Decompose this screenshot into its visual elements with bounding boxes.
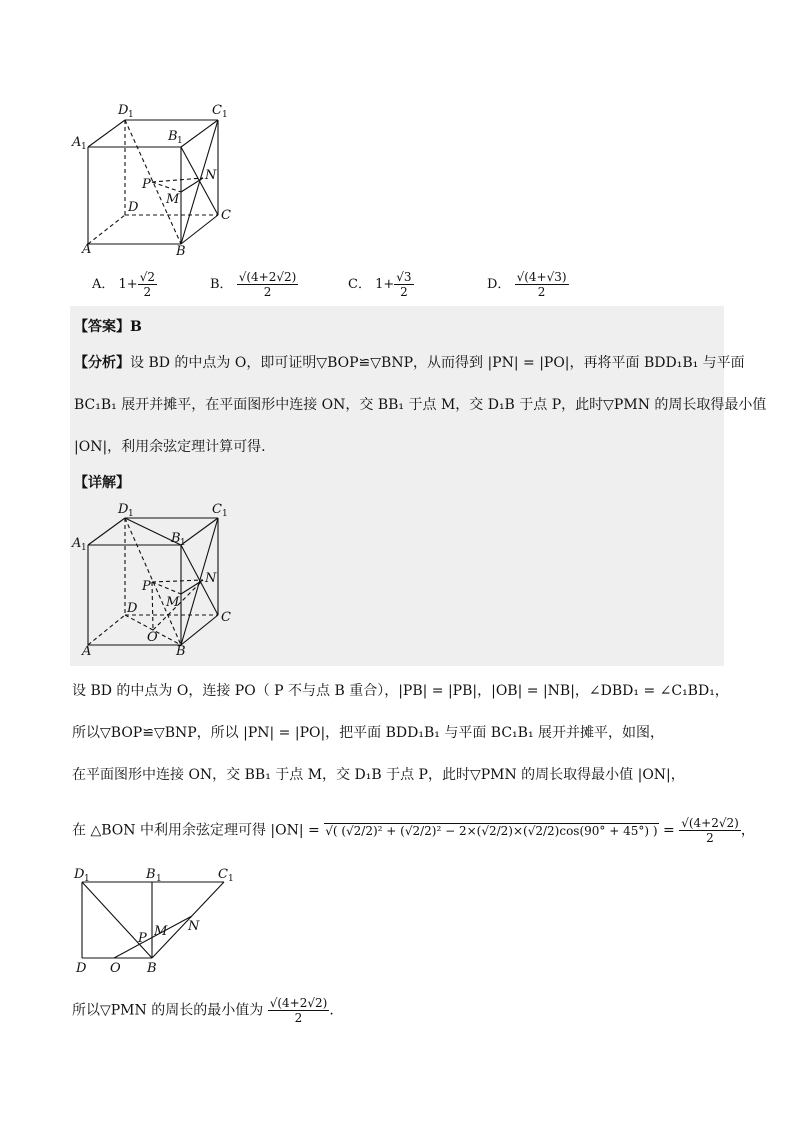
svg-text:1: 1: [81, 543, 87, 553]
label-p: P: [142, 579, 151, 594]
label-d: D: [128, 200, 139, 215]
label-o: O: [147, 630, 158, 645]
svg-text:1: 1: [228, 874, 234, 884]
detail-paragraph-1: 设 BD 的中点为 O，连接 PO（ P 不与点 B 重合），|PB| = |PB|，|OB| = |NB|，∠DBD₁ = ∠C₁BD₁，: [72, 683, 729, 699]
label-c: C: [221, 610, 231, 625]
option-c[interactable]: C． 1+ $\frac{√3}{2}$: [348, 270, 412, 299]
label-d: D: [76, 961, 87, 976]
detail-heading: 【详解】: [74, 475, 130, 491]
svg-text:1: 1: [128, 110, 134, 120]
detail-paragraph-2: 所以▽BOP≌▽BNP，所以 |PN| = |PO|，把平面 BDD₁B₁ 与平面 BC₁B₁ 展开并摊平，如图，: [72, 725, 665, 741]
label-a1: A: [72, 536, 82, 551]
label-b1: B: [146, 867, 156, 882]
analysis-line-3: |ON|，利用余弦定理计算可得.: [74, 439, 266, 455]
cube-figure-1: [70, 100, 250, 260]
detail-paragraph-5: 所以▽PMN 的周长的最小值为 $\frac{√(4+2√2)}{2}$ .: [72, 996, 334, 1025]
label-a1: A: [72, 135, 82, 150]
detail-paragraph-4: 在 △BON 中利用余弦定理可得 |ON| = √( (√2/2)² + (√2/2)² − 2×(√2/2)×(√2/2)cos(90° + 45°) ) = $\frac{√(4+2√2)}{2}$ ，: [72, 816, 755, 845]
svg-text:1: 1: [156, 874, 162, 884]
label-m: M: [154, 924, 168, 939]
label-n: N: [188, 919, 200, 934]
label-a: A: [82, 242, 92, 257]
label-d1: D: [118, 103, 129, 118]
label-a: A: [82, 644, 92, 659]
svg-text:1: 1: [128, 509, 134, 519]
analysis-line-1: 【分析】设 BD 的中点为 O，即可证明▽BOP≌▽BNP，从而得到 |PN| = |PO|，再将平面 BDD₁B₁ 与平面: [74, 355, 745, 371]
label-d1: D: [74, 867, 85, 882]
option-a[interactable]: A． 1+ $\frac{√2}{2}$: [92, 270, 155, 299]
svg-text:1: 1: [84, 874, 90, 884]
svg-text:1: 1: [177, 136, 183, 146]
svg-text:1: 1: [222, 509, 228, 519]
analysis-line-2: BC₁B₁ 展开并摊平，在平面图形中连接 ON，交 BB₁ 于点 M，交 D₁B 于点 P，此时▽PMN 的周长取得最小值: [74, 397, 767, 413]
cosine-expression: √( (√2/2)² + (√2/2)² − 2×(√2/2)×(√2/2)cos(90° + 45°) ): [325, 823, 658, 838]
label-d: D: [127, 601, 138, 616]
label-b: B: [176, 644, 186, 659]
label-p: P: [142, 177, 151, 192]
label-o: O: [110, 961, 121, 976]
label-b1: B: [171, 531, 181, 546]
label-c1: C: [218, 867, 228, 882]
label-m: M: [166, 595, 180, 610]
option-d[interactable]: D． $\frac{√(4+√3)}{2}$: [487, 270, 567, 299]
answer-line: 【答案】B: [74, 319, 142, 335]
label-b: B: [176, 244, 186, 259]
detail-paragraph-3: 在平面图形中连接 ON，交 BB₁ 于点 M，交 D₁B 于点 P，此时▽PMN 的周长取得最小值 |ON|，: [72, 767, 685, 783]
svg-text:1: 1: [81, 142, 87, 152]
svg-text:1: 1: [222, 110, 228, 120]
label-b1: B: [168, 129, 178, 144]
label-n: N: [205, 168, 217, 183]
option-b[interactable]: B． $\frac{√(4+2√2)}{2}$: [210, 270, 297, 299]
svg-text:1: 1: [180, 538, 186, 548]
label-m: M: [166, 192, 180, 207]
label-b: B: [147, 961, 157, 976]
label-d1: D: [118, 502, 129, 517]
label-c1: C: [212, 103, 222, 118]
label-c1: C: [212, 502, 222, 517]
label-p: P: [138, 931, 147, 946]
cube-figure-2: [70, 500, 250, 660]
label-c: C: [221, 208, 231, 223]
label-n: N: [205, 571, 217, 586]
unfolded-figure: [70, 862, 250, 977]
